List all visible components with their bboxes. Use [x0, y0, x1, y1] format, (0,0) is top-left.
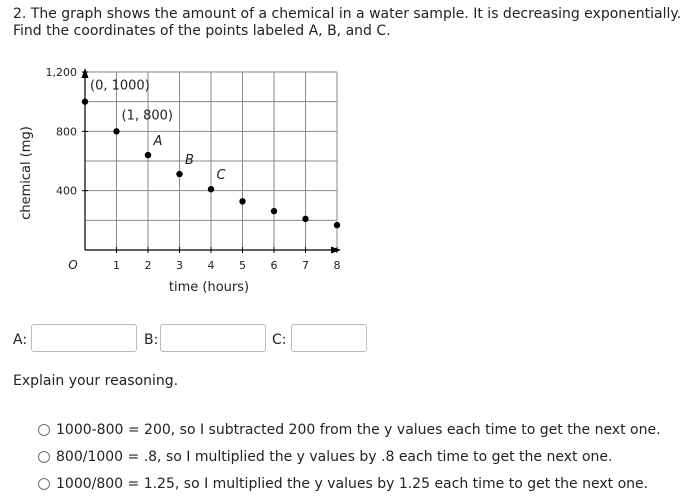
exponential-decay-chart — [0, 60, 360, 300]
y-tick-label: 400 — [56, 184, 77, 198]
point-letter-label: C — [216, 168, 226, 184]
x-tick-label: 6 — [270, 259, 278, 272]
reasoning-option-label: 1000/800 = 1.25, so I multiplied the y values by 1.25 each time to get the next one. — [56, 475, 649, 492]
answer-b-input[interactable] — [160, 324, 266, 352]
question-text: 2. The graph shows the amount of a chemical in a water sample. It is decreasing exponentially. Find the coordinates of the points labeled A, B, and C. — [13, 6, 682, 39]
origin-label: O — [68, 258, 78, 272]
answer-row — [0, 324, 693, 356]
point-coordinate-label: (1, 800) — [121, 108, 173, 124]
answer-a-label: A: — [13, 332, 28, 348]
reasoning-option-multiply-1-25[interactable] — [38, 470, 661, 497]
answer-c-label: C: — [272, 332, 287, 348]
y-tick-label: 800 — [56, 125, 77, 139]
point-coordinate-label: (0, 1000) — [90, 78, 150, 94]
answer-c-input[interactable] — [291, 324, 367, 352]
reasoning-choices — [38, 416, 661, 497]
reasoning-option-label: 800/1000 = .8, so I multiplied the y values by .8 each time to get the next one. — [56, 448, 613, 465]
x-tick-label: 7 — [302, 259, 309, 272]
y-tick-label: 1,200 — [45, 66, 77, 79]
answer-b-label: B: — [144, 332, 159, 348]
x-tick-label: 3 — [176, 259, 183, 272]
data-point — [176, 171, 182, 177]
x-tick-label: 4 — [207, 259, 215, 272]
point-letter-label: B — [185, 153, 194, 169]
data-point — [82, 98, 88, 104]
reasoning-option-multiply-0-8[interactable] — [38, 443, 661, 470]
x-tick-label: 8 — [333, 259, 341, 272]
radio-icon[interactable] — [38, 451, 50, 463]
data-point — [271, 208, 277, 214]
data-point — [302, 216, 308, 222]
y-axis-arrowhead — [82, 68, 89, 78]
explain-prompt: Explain your reasoning. — [13, 373, 179, 389]
x-axis-label: time (hours) — [168, 280, 250, 295]
data-point — [208, 186, 214, 192]
x-tick-label: 1 — [113, 259, 120, 272]
y-axis-label: chemical (mg) — [19, 126, 34, 220]
point-letter-label: A — [153, 134, 163, 150]
x-tick-label: 2 — [144, 259, 152, 272]
radio-icon[interactable] — [38, 478, 50, 490]
x-tick-label: 5 — [239, 259, 246, 272]
x-axis-arrowhead — [331, 247, 341, 254]
reasoning-option-label: 1000-800 = 200, so I subtracted 200 from the y values each time to get the next one. — [56, 421, 661, 438]
answer-a-input[interactable] — [31, 324, 137, 352]
data-point — [239, 198, 245, 204]
data-point — [145, 152, 151, 158]
reasoning-option-subtract[interactable] — [38, 416, 661, 443]
data-point — [113, 128, 119, 134]
radio-icon[interactable] — [38, 424, 50, 436]
data-point — [334, 222, 340, 228]
